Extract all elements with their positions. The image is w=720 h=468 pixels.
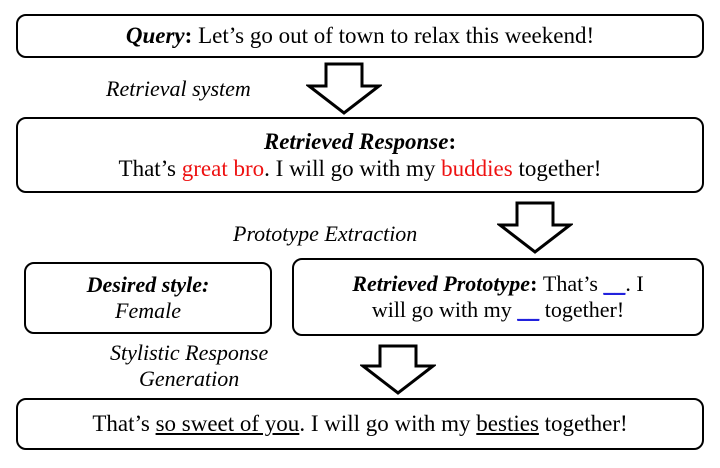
stylistic-response-generation-label bbox=[110, 340, 268, 393]
retrieved-response-title-line bbox=[264, 128, 456, 155]
rp-blank2: __ bbox=[517, 297, 540, 322]
final-underline1: so sweet of you bbox=[155, 411, 300, 437]
final-underline2: besties bbox=[476, 411, 539, 437]
final-part2: . I will go with my bbox=[299, 411, 477, 437]
rr-part2: . I will go with my bbox=[264, 156, 442, 181]
rr-highlight2: buddies bbox=[441, 156, 513, 181]
rr-highlight1: great bro bbox=[181, 156, 265, 181]
down-arrow-stylistic-generation bbox=[360, 344, 436, 401]
retrieved-response-title: Retrieved Response bbox=[263, 128, 449, 154]
retrieved-response-box bbox=[16, 117, 704, 193]
retrieved-prototype-box bbox=[292, 258, 704, 336]
rp-part1: That’s bbox=[542, 271, 604, 297]
retrieved-prototype-title: Retrieved Prototype bbox=[352, 271, 531, 297]
desired-style-value: Female bbox=[115, 298, 181, 323]
down-arrow-stylistic-generation-svg bbox=[360, 344, 436, 396]
retrieval-system-label: Retrieval system bbox=[106, 76, 251, 101]
desired-style-box bbox=[24, 262, 272, 334]
retrieved-prototype-line2 bbox=[372, 297, 624, 323]
prototype-extraction-label: Prototype Extraction bbox=[233, 221, 418, 246]
stylistic-label-line2: Generation bbox=[139, 366, 240, 392]
query-line bbox=[126, 22, 594, 49]
query-label: Query bbox=[125, 23, 185, 49]
rr-part3: together! bbox=[512, 156, 602, 181]
final-response-line bbox=[92, 410, 627, 437]
down-arrow-retrieval-svg bbox=[306, 62, 382, 116]
desired-style-title: Desired style: bbox=[86, 272, 210, 298]
final-part3: together! bbox=[538, 411, 628, 437]
final-part1: That’s bbox=[92, 411, 156, 437]
retrieved-response-text-line bbox=[119, 155, 602, 182]
rp-part4: together! bbox=[539, 297, 625, 322]
retrieved-response-colon: : bbox=[448, 128, 457, 154]
final-response-box bbox=[16, 398, 704, 450]
rr-part1: That’s bbox=[118, 156, 182, 181]
retrieved-prototype-colon: : bbox=[530, 271, 543, 297]
query-text: Let’s go out of town to relax this weekend! bbox=[198, 23, 595, 49]
rp-blank1: __ bbox=[603, 271, 626, 297]
down-arrow-prototype-extraction bbox=[497, 201, 573, 260]
down-arrow-retrieval bbox=[306, 62, 382, 121]
query-colon: : bbox=[184, 23, 193, 49]
rp-part3: will go with my bbox=[371, 297, 518, 322]
down-arrow-prototype-extraction-svg bbox=[497, 201, 573, 255]
retrieved-prototype-line1 bbox=[352, 271, 643, 297]
stylistic-label-line1: Stylistic Response bbox=[110, 340, 269, 365]
rp-part2: . I bbox=[625, 271, 644, 297]
query-box bbox=[16, 14, 704, 58]
